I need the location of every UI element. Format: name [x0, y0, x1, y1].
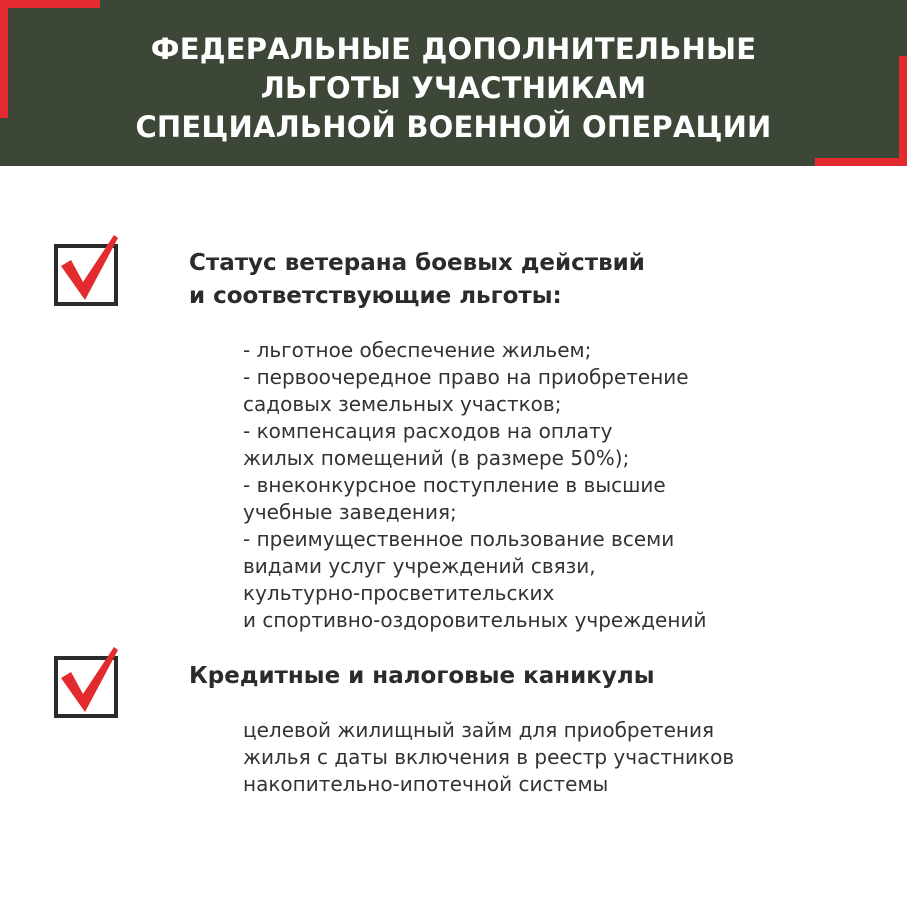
title-line: СПЕЦИАЛЬНОЙ ВОЕННОЙ ОПЕРАЦИИ	[135, 110, 772, 144]
section-body-veteran-benefits	[243, 337, 706, 634]
title-line: ЛЬГОТЫ УЧАСТНИКАМ	[260, 71, 647, 105]
body-line: жилых помещений (в размере 50%);	[243, 446, 630, 470]
body-line: культурно-просветительских	[243, 581, 555, 605]
checkbox-checked-icon	[52, 644, 122, 720]
body-line: - преимущественное пользование всеми	[243, 527, 675, 551]
checkbox-checked-icon	[52, 232, 122, 308]
section-title-line: Кредитные и налоговые каникулы	[189, 663, 655, 689]
section-title-line: и соответствующие льготы:	[189, 283, 562, 309]
page-title	[0, 30, 907, 147]
body-line: учебные заведения;	[243, 500, 457, 524]
body-line: видами услуг учреждений связи,	[243, 554, 596, 578]
header-banner	[0, 0, 907, 166]
title-line: ФЕДЕРАЛЬНЫЕ ДОПОЛНИТЕЛЬНЫЕ	[150, 32, 757, 66]
section-title-line: Статус ветерана боевых действий	[189, 250, 645, 276]
body-line: - внеконкурсное поступление в высшие	[243, 473, 666, 497]
section-title-credit-tax-holidays	[189, 660, 655, 693]
body-line: - первоочередное право на приобретение	[243, 365, 689, 389]
body-line: - компенсация расходов на оплату	[243, 419, 613, 443]
body-line: накопительно-ипотечной системы	[243, 772, 609, 796]
body-line: садовых земельных участков;	[243, 392, 562, 416]
section-title-veteran-status	[189, 247, 645, 313]
body-line: - льготное обеспечение жильем;	[243, 338, 592, 362]
body-line: жилья с даты включения в реестр участников	[243, 745, 735, 769]
section-body-housing-loan	[243, 717, 734, 798]
body-line: целевой жилищный займ для приобретения	[243, 718, 714, 742]
body-line: и спортивно-оздоровительных учреждений	[243, 608, 707, 632]
